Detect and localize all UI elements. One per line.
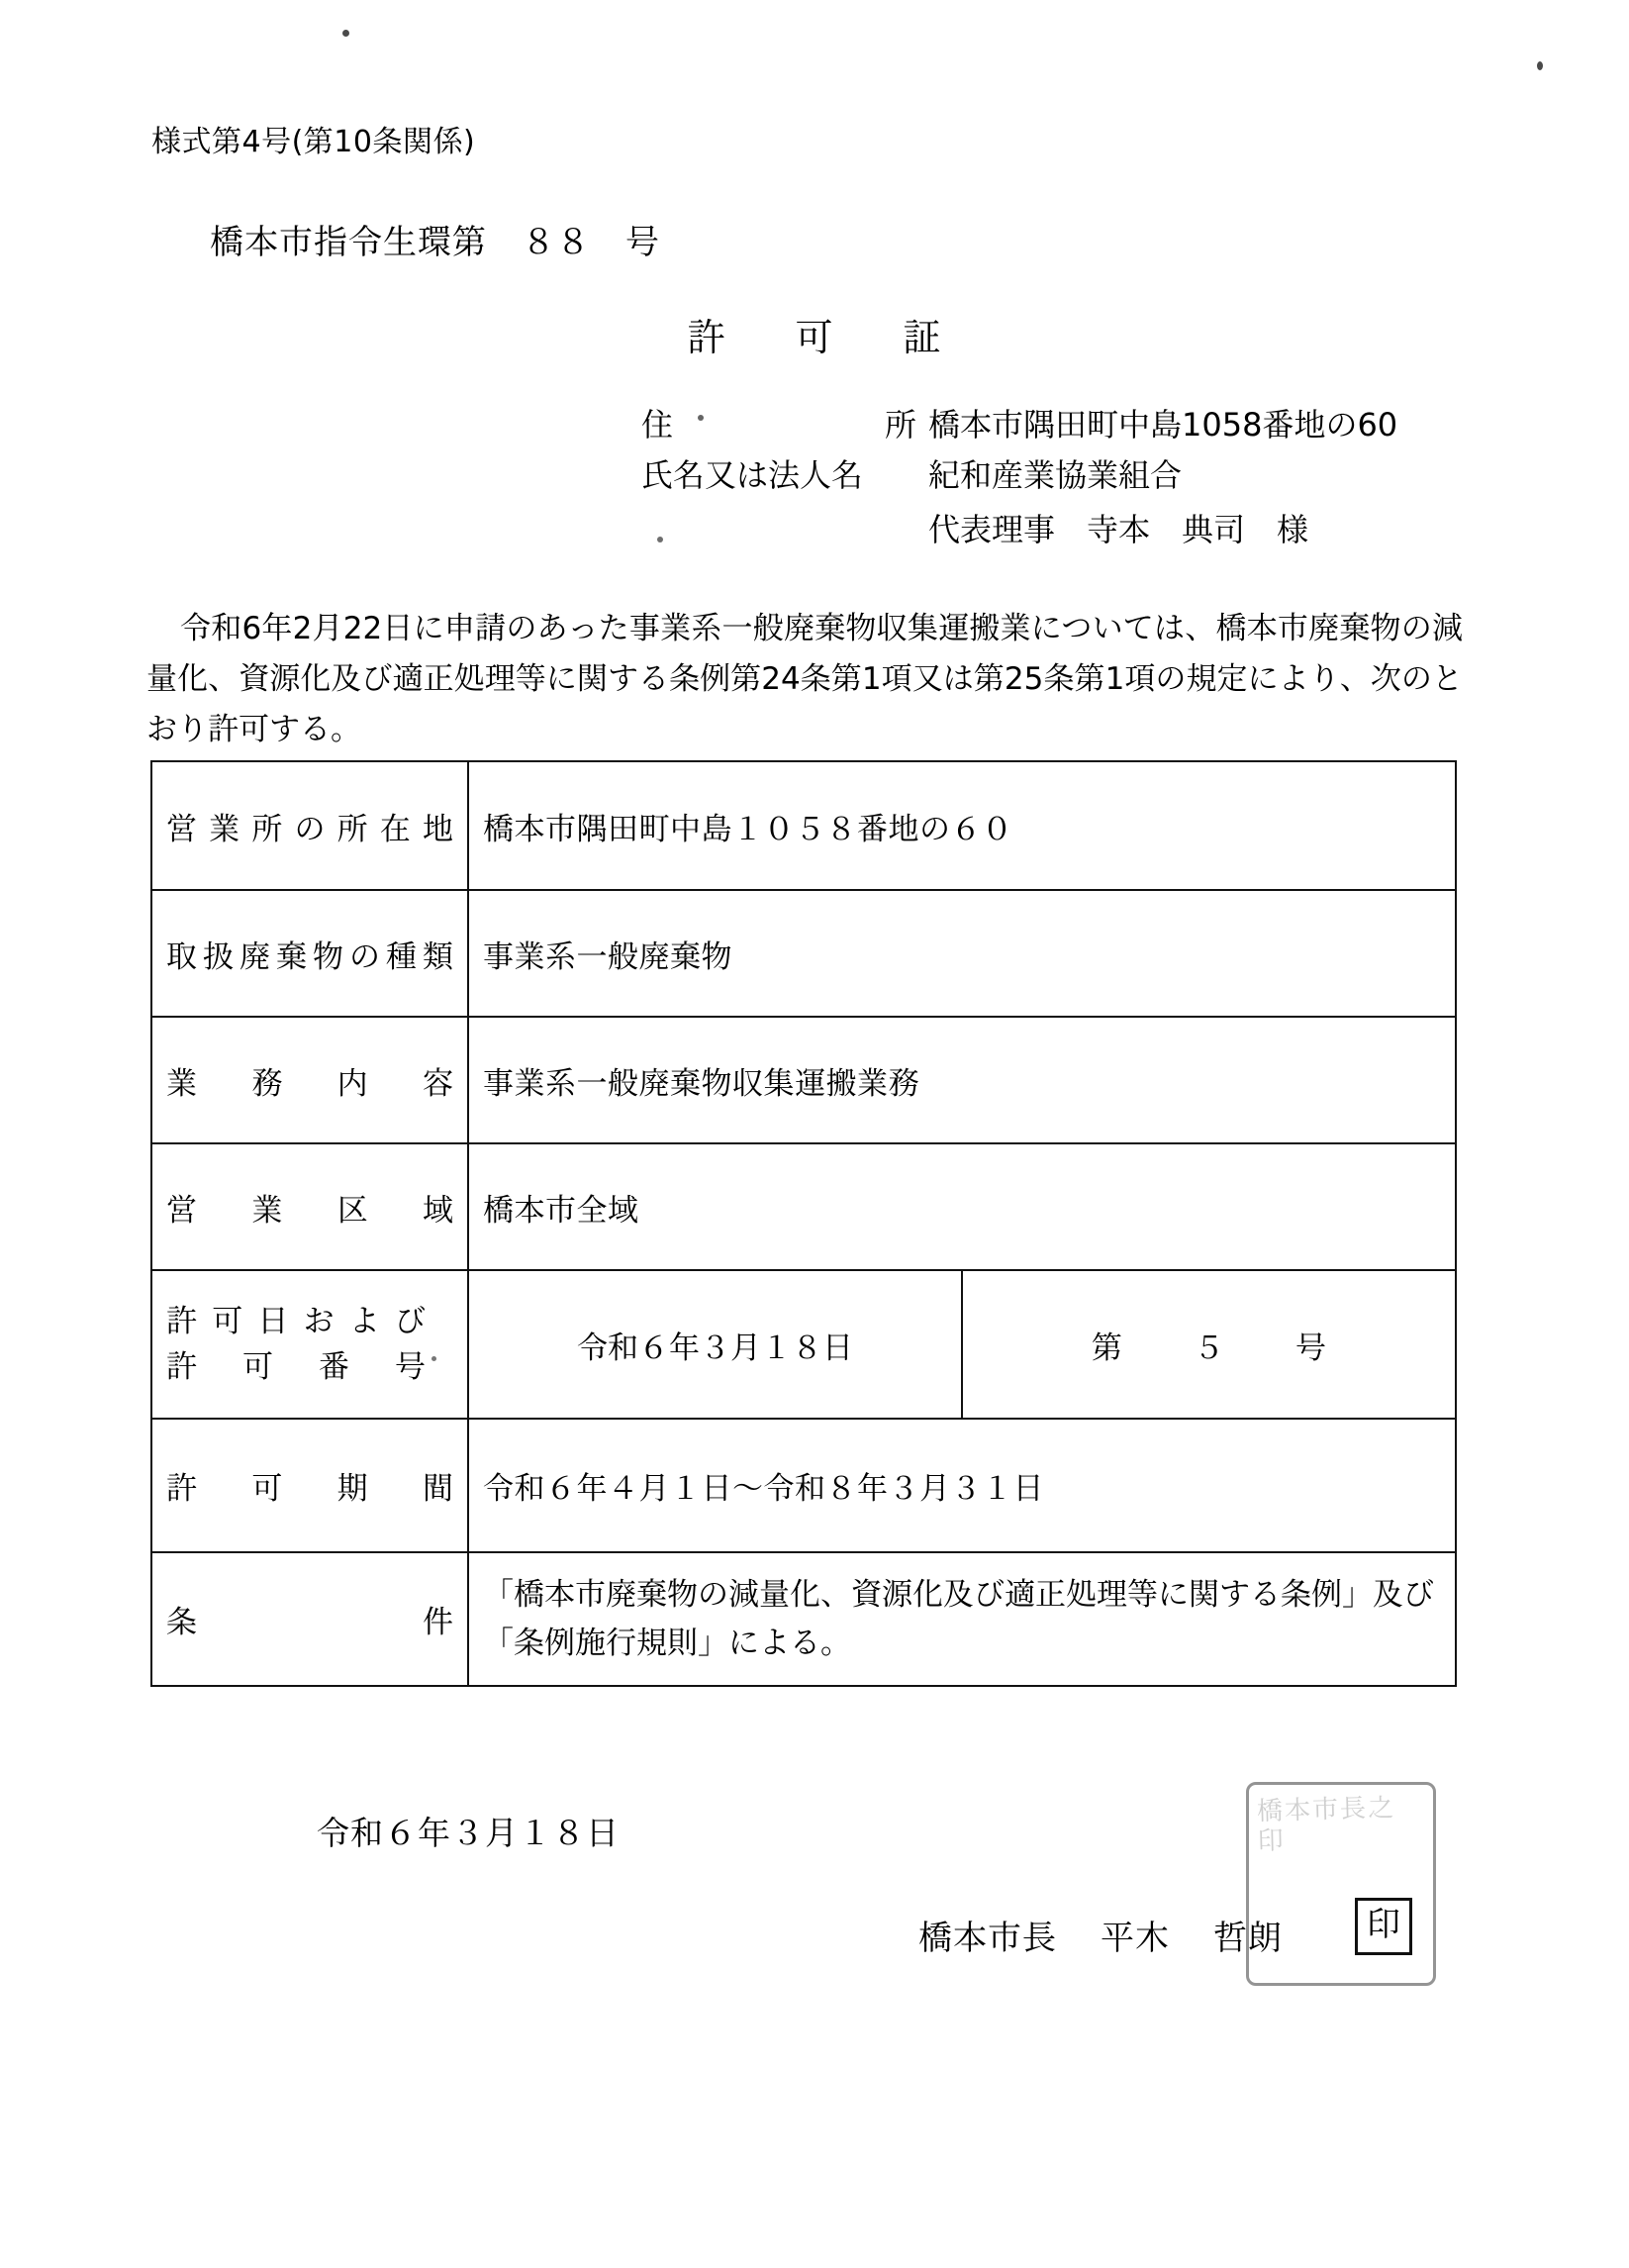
name-value: 紀和産業協業組合 <box>928 456 1183 494</box>
issuer-signature <box>918 1911 1283 1959</box>
issuer-title: 橋本市長 <box>918 1919 1057 1958</box>
table-row <box>151 1143 1456 1270</box>
row-label-waste-type <box>151 890 468 1017</box>
scan-speck <box>342 30 349 37</box>
table-row <box>151 890 1456 1017</box>
table-row <box>151 1017 1456 1143</box>
issuer-family-name: 平木 <box>1101 1919 1170 1958</box>
row-value-business-location: 橋本市隅田町中島１０５８番地の６０ <box>468 761 1456 890</box>
seal-impression-text: 橋本市長之印 <box>1256 1793 1396 1857</box>
row-label-permit-period <box>151 1419 468 1552</box>
row-value-waste-type: 事業系一般廃棄物 <box>468 890 1456 1017</box>
address-value: 橋本市隅田町中島1058番地の60 <box>928 406 1398 444</box>
body-paragraph <box>146 604 1463 755</box>
row-value-conditions <box>468 1552 1456 1686</box>
label-chars: 営 業 区 域 <box>166 1192 453 1229</box>
name-label: 氏名又は法人名 <box>641 456 864 494</box>
row-value-permit-period: 令和６年４月１日～令和８年３月３１日 <box>468 1419 1456 1552</box>
permit-details-table <box>150 760 1457 1687</box>
issuer-given-name: 哲朗 <box>1213 1919 1283 1958</box>
title-char: 許 <box>687 316 726 359</box>
row-label-conditions <box>151 1552 468 1686</box>
label-line-2: 許 可 番 号 <box>166 1349 426 1385</box>
row-label-permit-date-and-number <box>151 1270 468 1419</box>
label-line-1: 許 可 日 お よ び <box>166 1304 426 1339</box>
table-row <box>151 1419 1456 1552</box>
page-title <box>0 307 1629 361</box>
scan-speck <box>1537 61 1543 70</box>
table-row <box>151 1270 1456 1419</box>
row-value-permit-number <box>962 1270 1456 1419</box>
address-label: 住 所 <box>641 406 916 444</box>
addressee-block <box>641 400 1397 555</box>
label-chars: 取 扱 廃 棄 物 の 種 類 <box>166 938 453 975</box>
addressee-address-row <box>641 400 1397 450</box>
official-seal-impression <box>1246 1782 1436 1986</box>
table-row <box>151 761 1456 890</box>
representative-line: 代表理事 寺本 典司 様 <box>928 511 1309 548</box>
title-char: 証 <box>903 316 942 359</box>
row-value-business-content: 事業系一般廃棄物収集運搬業務 <box>468 1017 1456 1143</box>
row-value-business-area: 橋本市全域 <box>468 1143 1456 1270</box>
row-label-business-content <box>151 1017 468 1143</box>
label-chars: 業 務 内 容 <box>166 1065 453 1102</box>
addressee-name-row <box>641 450 1397 501</box>
seal-mark-icon: 印 <box>1355 1898 1412 1955</box>
conditions-line-2: 「条例施行規則」による。 <box>483 1625 851 1661</box>
document-number: 橋本市指令生環第 ８８ 号 <box>210 223 660 262</box>
permit-number-suffix: 号 <box>1295 1330 1326 1366</box>
label-chars: 許 可 期 間 <box>166 1471 453 1507</box>
body-paragraph-text: 令和6年2月22日に申請のあった事業系一般廃棄物収集運搬業については、橋本市廃棄物の減量化、資源化及び適正処理等に関する条例第24条第1項又は第25条第1項の規定により、次のとおり許可する。 <box>146 611 1463 747</box>
row-label-business-location <box>151 761 468 890</box>
issue-date: 令和６年３月１８日 <box>317 1814 620 1852</box>
permit-number-prefix: 第 <box>1092 1330 1122 1366</box>
row-label-business-area <box>151 1143 468 1270</box>
conditions-line-1: 「橋本市廃棄物の減量化、資源化及び適正処理等に関する条例」及び <box>483 1576 1434 1613</box>
table-row <box>151 1552 1456 1686</box>
row-value-permit-date: 令和６年３月１８日 <box>468 1270 962 1419</box>
title-char: 可 <box>795 316 834 359</box>
form-number: 様式第4号(第10条関係) <box>151 125 476 159</box>
label-chars: 条 件 <box>166 1605 453 1640</box>
label-chars: 営 業 所 の 所 在 地 <box>166 811 453 847</box>
permit-number-value: ５ <box>1194 1330 1224 1366</box>
